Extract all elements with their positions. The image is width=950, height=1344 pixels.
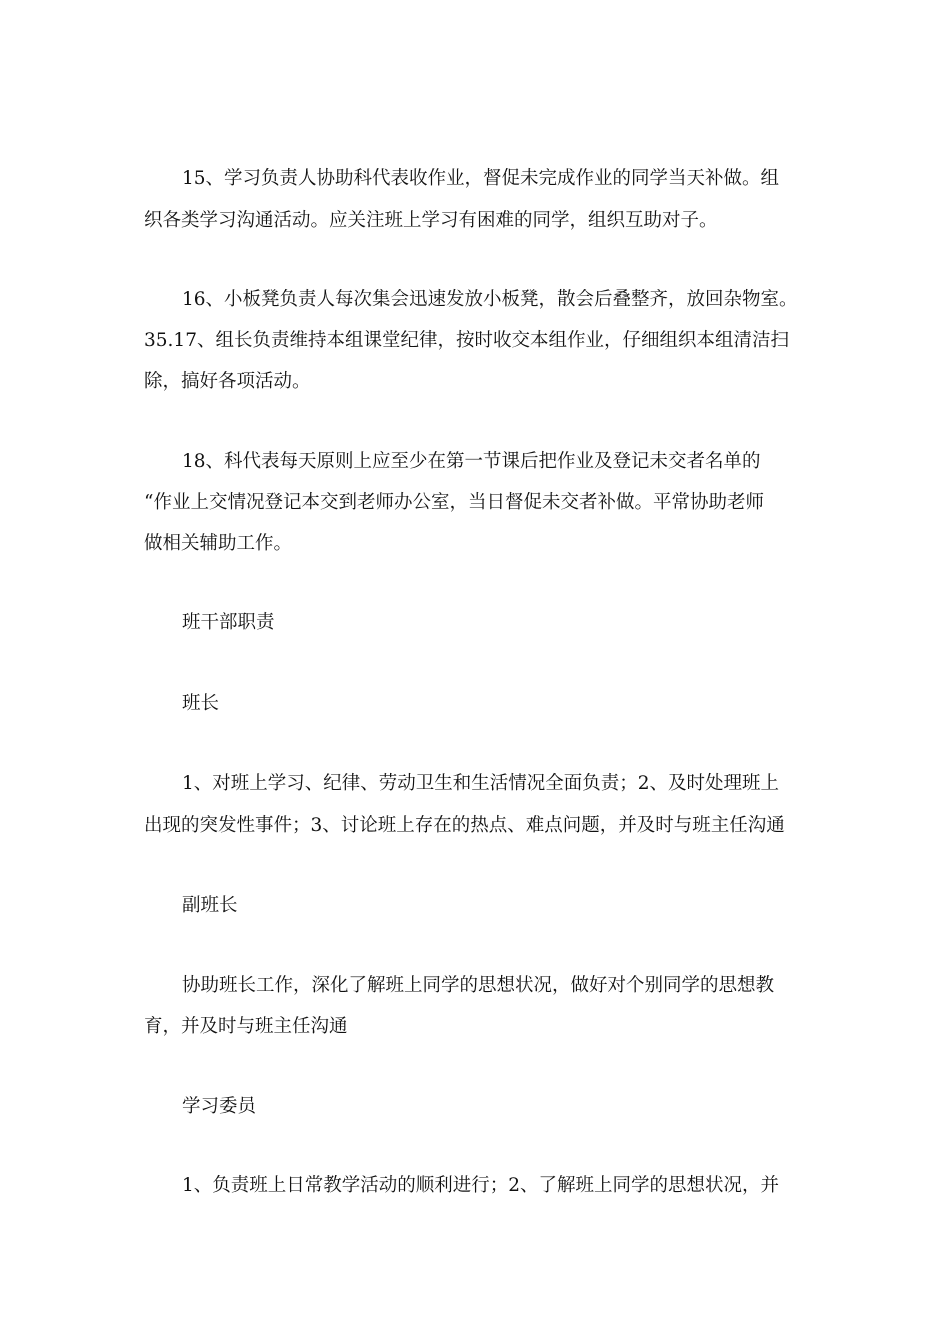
vice-monitor-duties-line-2: 育，并及时与班主任沟通 (144, 1016, 348, 1037)
vice-monitor-duties-line-1: 协助班长工作，深化了解班上同学的思想状况，做好对个别同学的思想教 (182, 975, 775, 996)
heading-monitor: 班长 (182, 693, 220, 714)
paragraph-15-line-2: 织各类学习沟通活动。应关注班上学习有困难的同学，组织互助对子。 (144, 210, 718, 231)
monitor-duties-line-1: 1、对班上学习、纪律、劳动卫生和生活情况全面负责；2、及时处理班上 (182, 773, 780, 794)
paragraph-16-line-2: 35.17、组长负责维持本组课堂纪律，按时收交本组作业，仔细组织本组清洁扫 (144, 330, 789, 351)
paragraph-15-line-1: 15、学习负责人协助科代表收作业，督促未完成作业的同学当天补做。组 (182, 168, 780, 189)
paragraph-16-line-1: 16、小板凳负责人每次集会迅速发放小板凳，散会后叠整齐，放回杂物室。 (182, 289, 798, 310)
paragraph-18-line-1: 18、科代表每天原则上应至少在第一节课后把作业及登记未交者名单的 (182, 451, 761, 472)
heading-cadre-duties: 班干部职责 (182, 612, 275, 633)
paragraph-16-line-3: 除，搞好各项活动。 (144, 371, 311, 392)
study-committee-duties-line-1: 1、负责班上日常教学活动的顺利进行；2、了解班上同学的思想状况，并 (182, 1175, 780, 1196)
paragraph-18-line-2: “作业上交情况登记本交到老师办公室，当日督促未交者补做。平常协助老师 (144, 492, 764, 513)
paragraph-18-line-3: 做相关辅助工作。 (144, 533, 293, 554)
heading-study-committee: 学习委员 (182, 1096, 257, 1117)
monitor-duties-line-2: 出现的突发性事件；3、讨论班上存在的热点、难点问题，并及时与班主任沟通 (144, 815, 785, 836)
heading-vice-monitor: 副班长 (182, 895, 238, 916)
